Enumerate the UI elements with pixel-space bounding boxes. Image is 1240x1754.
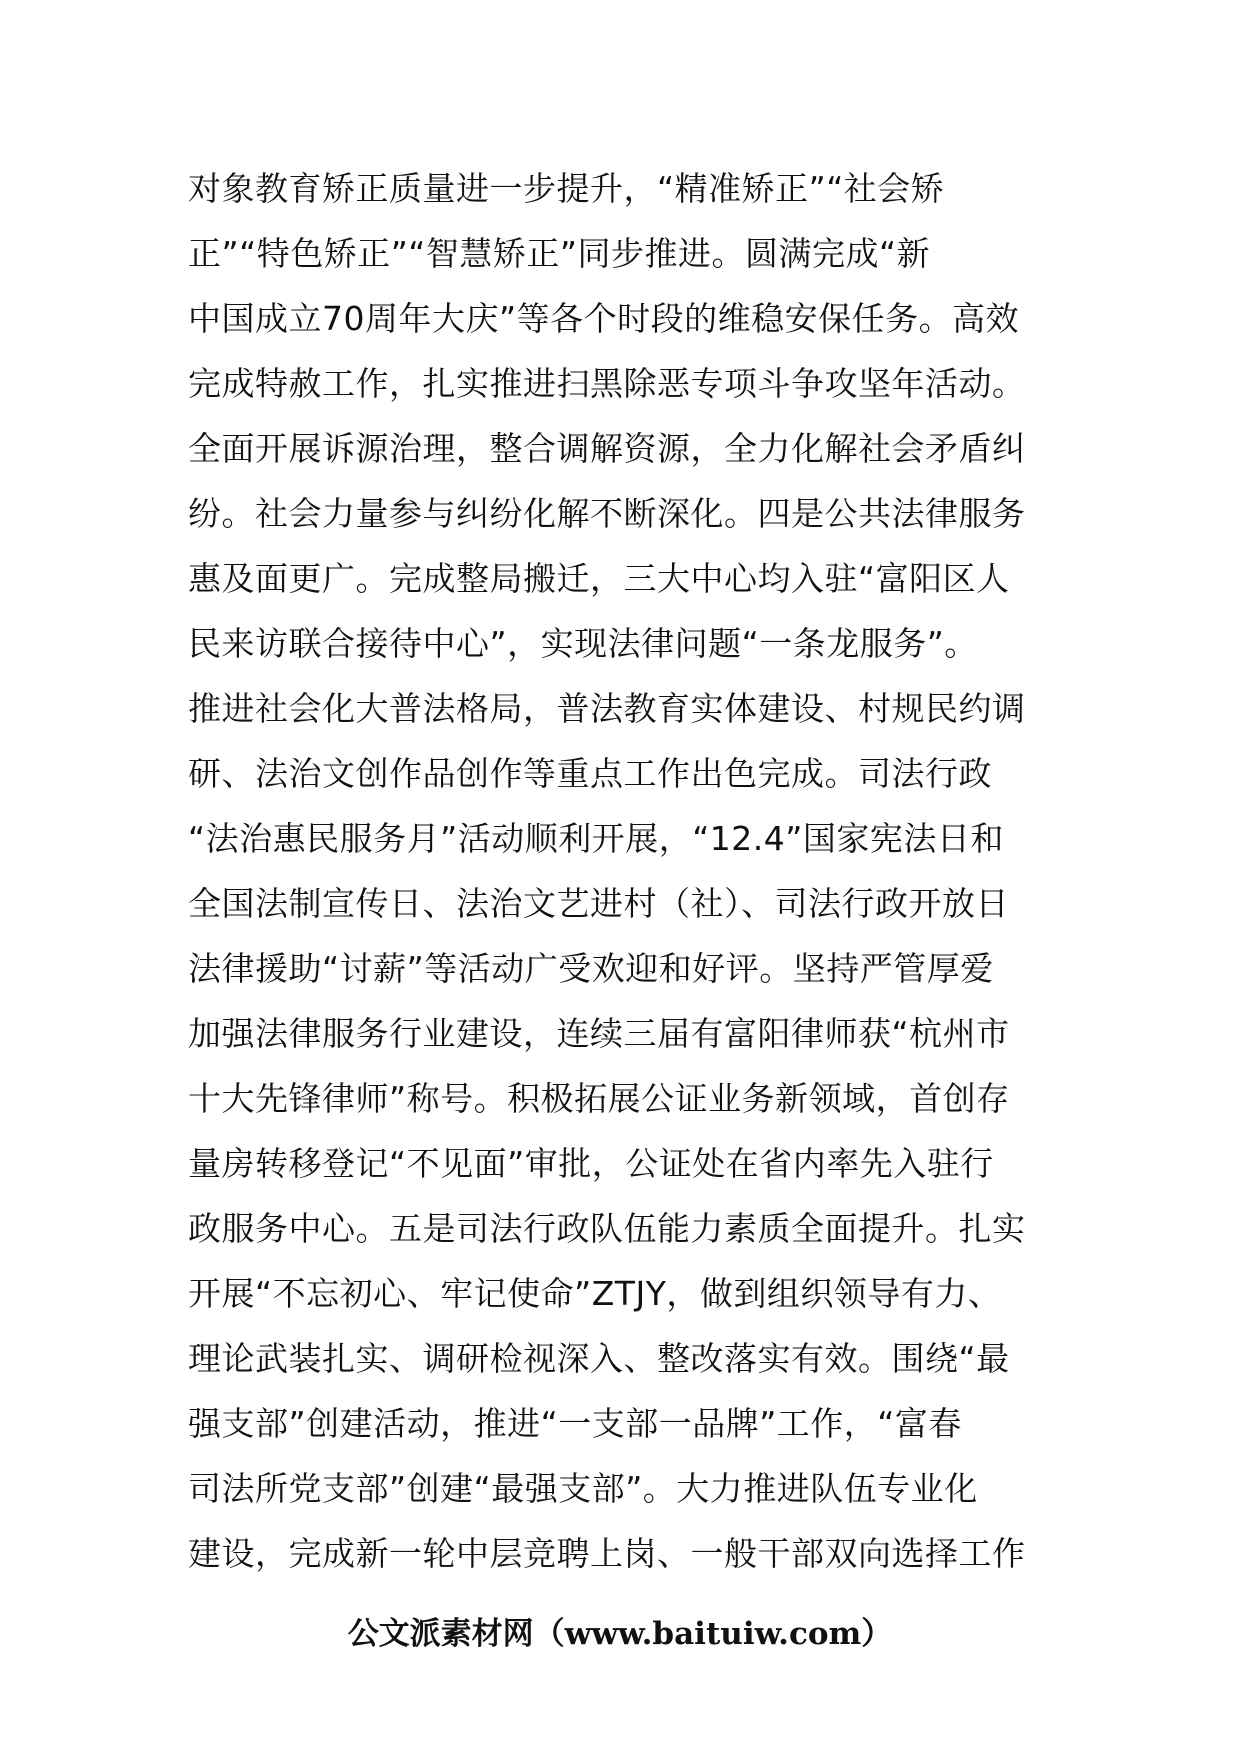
text-line: 研、法治文创作品创作等重点工作出色完成。司法行政 bbox=[188, 754, 992, 793]
body-text bbox=[188, 156, 1068, 1586]
text-line: 惠及面更广。完成整局搬迁，三大中心均入驻“富阳区人 bbox=[188, 559, 1010, 598]
text-line: 法律援助“讨薪”等活动广受欢迎和好评。坚持严管厚爱 bbox=[188, 949, 994, 988]
text-line: 完成特赦工作，扎实推进扫黑除恶专项斗争攻坚年活动。 bbox=[188, 364, 1026, 403]
text-line: 全国法制宣传日、法治文艺进村（社）、司法行政开放日 bbox=[188, 884, 1009, 923]
text-line: 中国成立70周年大庆”等各个时段的维稳安保任务。高效 bbox=[188, 299, 1020, 338]
text-line: 纷。社会力量参与纠纷化解不断深化。四是公共法律服务 bbox=[188, 494, 1026, 533]
text-line: 民来访联合接待中心”，实现法律问题“一条龙服务”。 bbox=[188, 624, 978, 663]
text-line: 正”“特色矫正”“智慧矫正”同步推进。圆满完成“新 bbox=[188, 234, 931, 273]
text-line: 量房转移登记“不见面”审批，公证处在省内率先入驻行 bbox=[188, 1144, 994, 1183]
text-line: 建设，完成新一轮中层竞聘上岗、一般干部双向选择工作 bbox=[188, 1534, 1026, 1573]
text-line: 加强法律服务行业建设，连续三届有富阳律师获“杭州市 bbox=[188, 1014, 1010, 1053]
text-line: 司法所党支部”创建“最强支部”。大力推进队伍专业化 bbox=[188, 1469, 978, 1508]
text-line: 理论武装扎实、调研检视深入、整改落实有效。围绕“最 bbox=[188, 1339, 1010, 1378]
text-line: 强支部”创建活动，推进“一支部一品牌”工作，“富春 bbox=[188, 1404, 962, 1443]
text-line: 十大先锋律师”称号。积极拓展公证业务新领域，首创存 bbox=[188, 1079, 1010, 1118]
text-line: 全面开展诉源治理，整合调解资源，全力化解社会矛盾纠 bbox=[188, 429, 1026, 468]
text-line: 开展“不忘初心、牢记使命”ZTJY，做到组织领导有力、 bbox=[188, 1274, 1002, 1313]
text-line: 对象教育矫正质量进一步提升，“精准矫正”“社会矫 bbox=[188, 169, 945, 208]
text-line: 推进社会化大普法格局，普法教育实体建设、村规民约调 bbox=[188, 689, 1026, 728]
footer-watermark: 公文派素材网（www.baituiw.com） bbox=[347, 1616, 893, 1652]
text-line: 政服务中心。五是司法行政队伍能力素质全面提升。扎实 bbox=[188, 1209, 1026, 1248]
text-line: “法治惠民服务月”活动顺利开展，“12.4”国家宪法日和 bbox=[188, 819, 1004, 858]
